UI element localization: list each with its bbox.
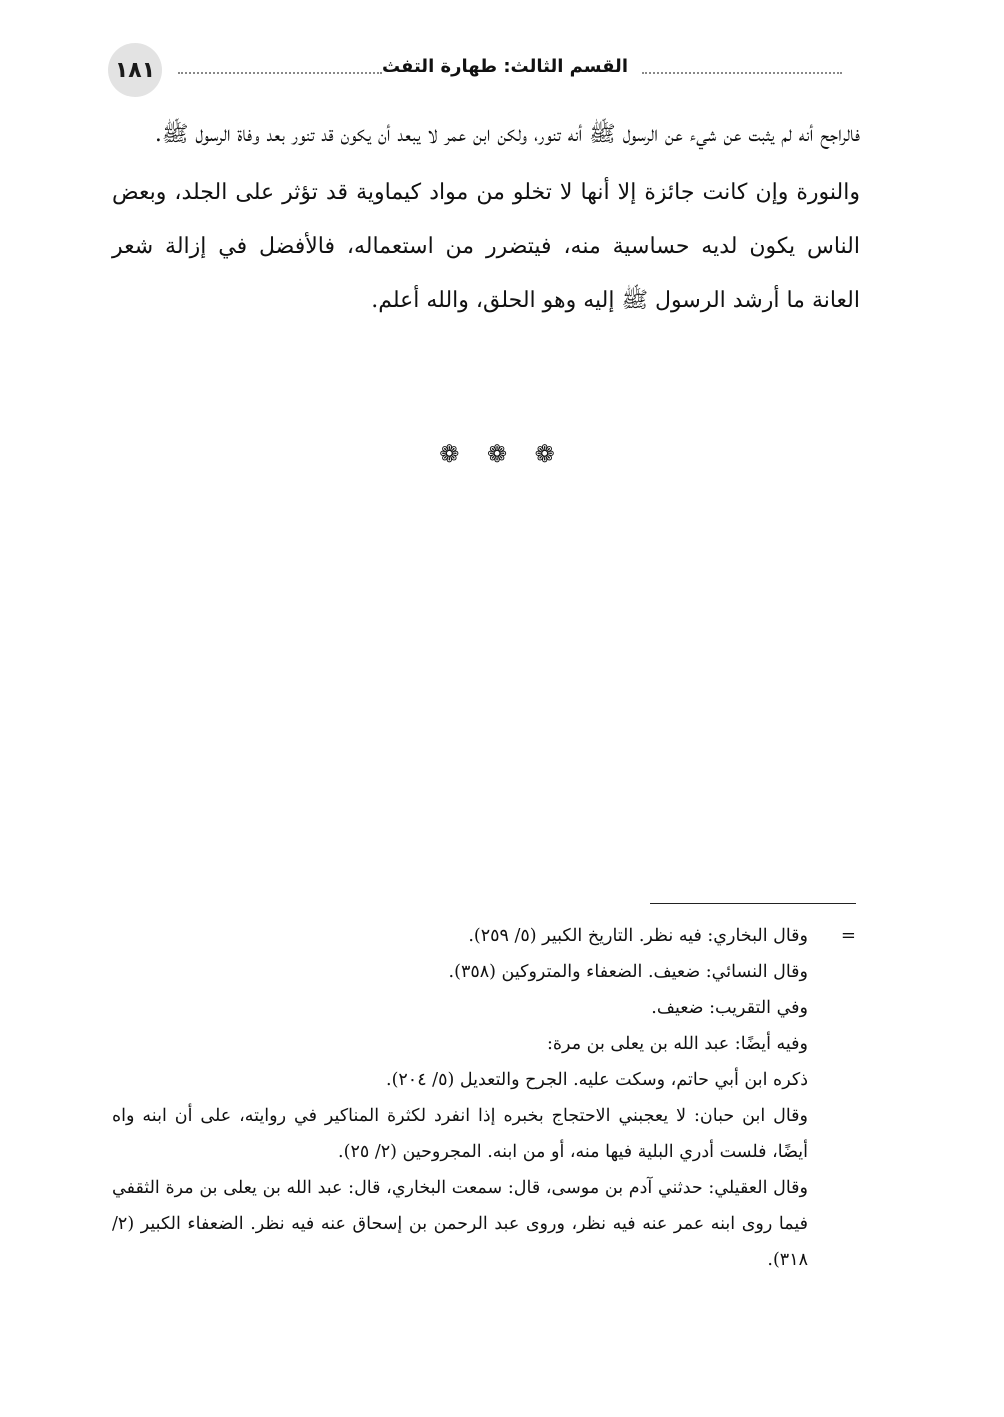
- footnote-line: وقال ابن حبان: لا يعجبني الاحتجاج بخبره إذا انفرد لكثرة المناكير في روايته، على أن ابنه واه أيضًا، فلست أدري البلية فيها منه، أو من ابنه. المجروحين (٢/ ٢٥).: [112, 1106, 808, 1162]
- footnote-line: وفي التقريب: ضعيف.: [651, 998, 808, 1018]
- page-number: ١٨١: [114, 57, 156, 83]
- header-dotted-leader-left: [178, 72, 382, 74]
- footnote-divider: [650, 903, 856, 904]
- body-paragraph: فالراجح أنه لم يثبت عن شيء عن الرسول ﷺ أنه تنور، ولكن ابن عمر لا يبعد أن يكون قد تنور بعد وفاة الرسول ﷺ.: [154, 122, 860, 147]
- running-header-title: القسم الثالث: طهارة التفث: [381, 56, 628, 77]
- footnotes: [112, 918, 856, 1278]
- page-number-badge: [108, 43, 162, 97]
- footnote-line: وفيه أيضًا: عبد الله بن يعلى بن مرة:: [546, 1034, 808, 1054]
- footnote-line: وقال العقيلي: حدثني آدم بن موسى، قال: سمعت البخاري، قال: عبد الله بن يعلى بن مرة الثقفي فيما روى ابنه عمر عنه فيه نظر، وروى عبد الرحمن بن إسحاق عنه فيه نظر. الضعفاء الكبير (٢/ ٣١٨).: [112, 1178, 808, 1270]
- footnote-line: ذكره ابن أبي حاتم، وسكت عليه. الجرح والتعديل (٥/ ٢٠٤).: [386, 1070, 808, 1090]
- footnote-continuation-marker: =: [840, 925, 856, 946]
- main-text: [112, 108, 860, 328]
- header-dotted-leader-right: [642, 72, 842, 74]
- body-paragraph: والنورة وإن كانت جائزة إلا أنها لا تخلو من مواد كيماوية قد تؤثر على الجلد، وبعض الناس يكون لديه حساسية منه، فيتضرر من استعماله، فالأفضل في إزالة شعر العانة ما أرشد الرسول ﷺ إليه وهو الحلق، والله أعلم.: [112, 180, 860, 313]
- footnote-line: وقال البخاري: فيه نظر. التاريخ الكبير (٥/ ٢٥٩).: [468, 926, 808, 946]
- footnote-line: وقال النسائي: ضعيف. الضعفاء والمتروكين (٣٥٨).: [448, 962, 808, 982]
- section-separator-ornament: ❁ ❁ ❁: [439, 440, 565, 468]
